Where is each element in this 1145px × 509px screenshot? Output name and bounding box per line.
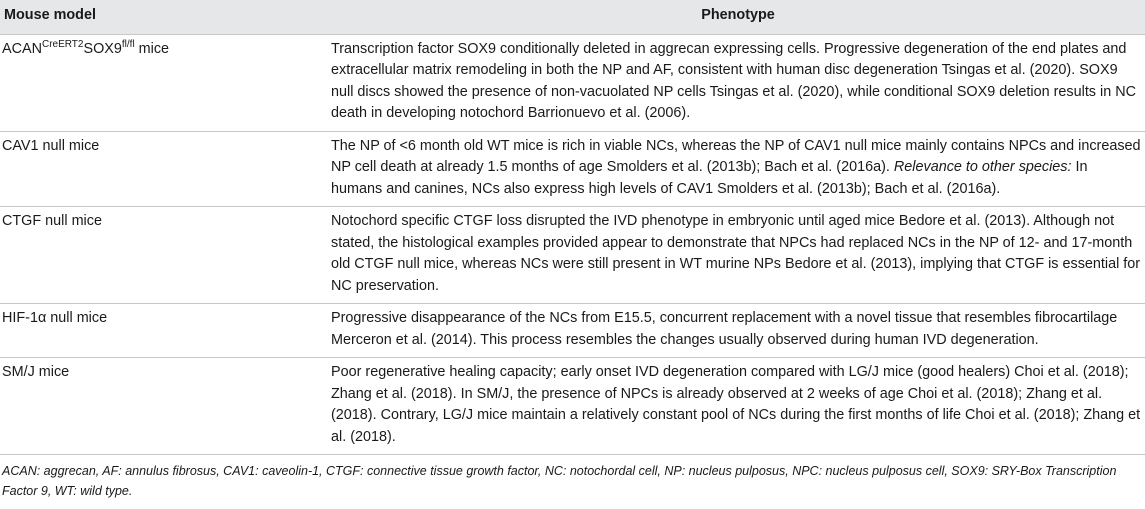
model-name-superscript: fl/fl — [121, 38, 135, 50]
phenotype-text-after: In humans and canines, NCs also express high levels of CAV1 Smolders et al. (2013b); Bach et al. (2016a). — [331, 159, 1088, 197]
mouse-model-cell: SM/J mice — [0, 358, 331, 455]
table-row — [0, 34, 1145, 131]
table-footnote: ACAN: aggrecan, AF: annulus fibrosus, CAV1: caveolin-1, CTGF: connective tissue growth factor, NC: notochordal cell, NP: nucleus pulposus, NPC: nucleus pulposus cell, SOX9: SRY-Box Transcription Factor 9, WT: wild type. — [2, 464, 1117, 498]
header-phenotype: Phenotype — [331, 0, 1145, 34]
model-name-superscript: CreERT2 — [41, 38, 84, 50]
phenotype-text: The NP of <6 month old WT mice is rich in viable NCs, whereas the NP of CAV1 null mice mainly contains NPCs and increased NP cell death at already 1.5 months of age Smolders et al. (2013b); Bach et al. (2016a). — [331, 137, 1141, 175]
header-row — [0, 0, 1145, 34]
table-body — [0, 34, 1145, 455]
phenotype-cell: Transcription factor SOX9 conditionally deleted in aggrecan expressing cells. Progressive degeneration of the end plates and extracellular matrix remodeling in both the NP and AF, consistent with human disc degeneration Tsingas et al. (2020). SOX9 null discs showed the presence of non-vacuolated NP cells Tsingas et al. (2020), while conditional SOX9 deletion results in NC death in developing notochord Barrionuevo et al. (2006). — [331, 34, 1145, 131]
model-name-tail: mice — [134, 40, 170, 57]
table-row — [0, 304, 1145, 358]
mouse-model-cell — [0, 34, 331, 131]
phenotype-cell: Poor regenerative healing capacity; early onset IVD degeneration compared with LG/J mice (good healers) Choi et al. (2018); Zhang et al. (2018). In SM/J, the presence of NPCs is already observed at 2 weeks of age Choi et al. (2018); Zhang et al. (2018). Contrary, LG/J mice maintain a relatively constant pool of NCs during the first months of life Choi et al. (2018); Zhang et al. (2018). — [331, 358, 1145, 455]
table-row — [0, 207, 1145, 304]
phenotype-cell — [331, 131, 1145, 207]
mouse-model-cell: CAV1 null mice — [0, 131, 331, 207]
phenotype-cell: Progressive disappearance of the NCs from E15.5, concurrent replacement with a novel tissue that resembles fibrocartilage Merceron et al. (2014). This process resembles the changes usually observed during human IVD degeneration. — [331, 304, 1145, 358]
table-header — [0, 0, 1145, 34]
phenotype-italic-text: Relevance to other species: — [893, 159, 1072, 175]
header-mouse-model: Mouse model — [0, 0, 331, 34]
mouse-model-cell: CTGF null mice — [0, 207, 331, 304]
table-row — [0, 131, 1145, 207]
model-name-mid: SOX9 — [83, 40, 122, 57]
mouse-model-cell: HIF-1α null mice — [0, 304, 331, 358]
model-name-base: ACAN — [2, 40, 42, 57]
table-row — [0, 358, 1145, 455]
phenotype-cell: Notochord specific CTGF loss disrupted the IVD phenotype in embryonic until aged mice Bedore et al. (2013). Although not stated, the histological examples provided appear to demonstrate that NPCs had replaced NCs in the NP of 12- and 17-month old CTGF null mice, whereas NCs were still present in WT murine NPs Bedore et al. (2013), implying that CTGF is essential for NC preservation. — [331, 207, 1145, 304]
